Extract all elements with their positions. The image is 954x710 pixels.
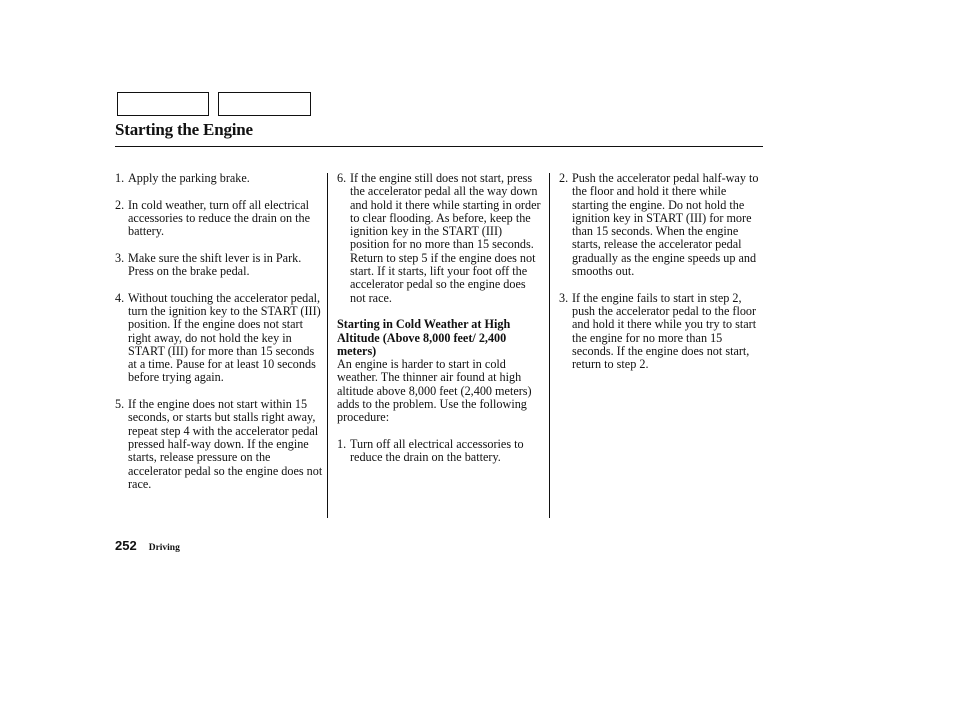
item-text: Without touching the accelerator pedal, turn the ignition key to the START (III) position. If the engine does not start right away, do not hold the key in START (III) for more than 15 seconds at a time. Pause for at least 10 seconds before trying again. [128, 290, 321, 385]
column-divider-2 [549, 173, 550, 518]
item-text: If the engine fails to start in step 2, push the accelerator pedal to the floor and hold it there while you try to start the engine for no more than 15 seconds. If the engine does not start, return to step 2. [572, 290, 757, 372]
cold-weather-paragraph: An engine is harder to start in cold weather. The thinner air found at high altitude above 8,000 feet (2,400 meters) adds to the problem. Use the following procedure: [337, 357, 532, 425]
list-item [559, 172, 765, 278]
item-text: If the engine does not start within 15 seconds, or starts but stalls right away, repeat step 4 with the accelerator pedal pressed half-way down. If the engine starts, release pressure on the accelerator pedal so the engine does not race. [128, 397, 323, 491]
list-item [115, 398, 325, 491]
section-name: Driving [148, 543, 180, 553]
list-item [115, 292, 325, 385]
list-item [115, 199, 325, 239]
list-item [337, 172, 544, 305]
item-text: If the engine still does not start, press the accelerator pedal all the way down and hold it there while starting in order to clear flooding. As before, keep the ignition key in the START (III) position for no more than 15 seconds. Return to step 5 if the engine does not start. If it starts, lift your foot off the accelerator pedal so the engine does not race. [350, 171, 541, 305]
item-number: 3. [115, 250, 125, 265]
page-number: 252 [115, 538, 137, 553]
column-divider-1 [327, 173, 328, 518]
item-number: 2. [559, 171, 569, 185]
item-number: 2. [115, 197, 125, 212]
item-text: In cold weather, turn off all electrical accessories to reduce the drain on the battery. [128, 197, 311, 239]
item-number: 1. [337, 436, 347, 451]
item-number: 5. [115, 397, 125, 412]
column-1 [115, 172, 325, 504]
item-number: 4. [115, 290, 125, 305]
item-text: Turn off all electrical accessories to reduce the drain on the battery. [350, 436, 524, 465]
list-item [559, 292, 765, 372]
page-footer [115, 537, 180, 555]
item-text: Apply the parking brake. [128, 171, 250, 185]
item-number: 6. [337, 171, 347, 185]
item-number: 3. [559, 290, 569, 305]
column-2 [337, 172, 544, 478]
item-text: Push the accelerator pedal half-way to the floor and hold it there while starting the engine. Do not hold the ignition key in START (III) for more than 15 seconds. When the engine starts, release the accelerator pedal gradually as the engine speeds up and smooths out. [572, 171, 759, 279]
list-item [115, 252, 325, 279]
item-text: Make sure the shift lever is in Park. Press on the brake pedal. [128, 250, 302, 279]
list-item [115, 172, 325, 185]
section-tab-2[interactable] [218, 92, 311, 116]
item-number: 1. [115, 171, 125, 185]
section-tab-1[interactable] [117, 92, 209, 116]
column-3 [559, 172, 765, 385]
list-item [337, 438, 544, 465]
cold-weather-heading: Starting in Cold Weather at High Altitude (Above 8,000 feet/ 2,400 meters) [337, 317, 511, 358]
page-title: Starting the Engine [115, 120, 253, 139]
title-divider [115, 146, 763, 147]
